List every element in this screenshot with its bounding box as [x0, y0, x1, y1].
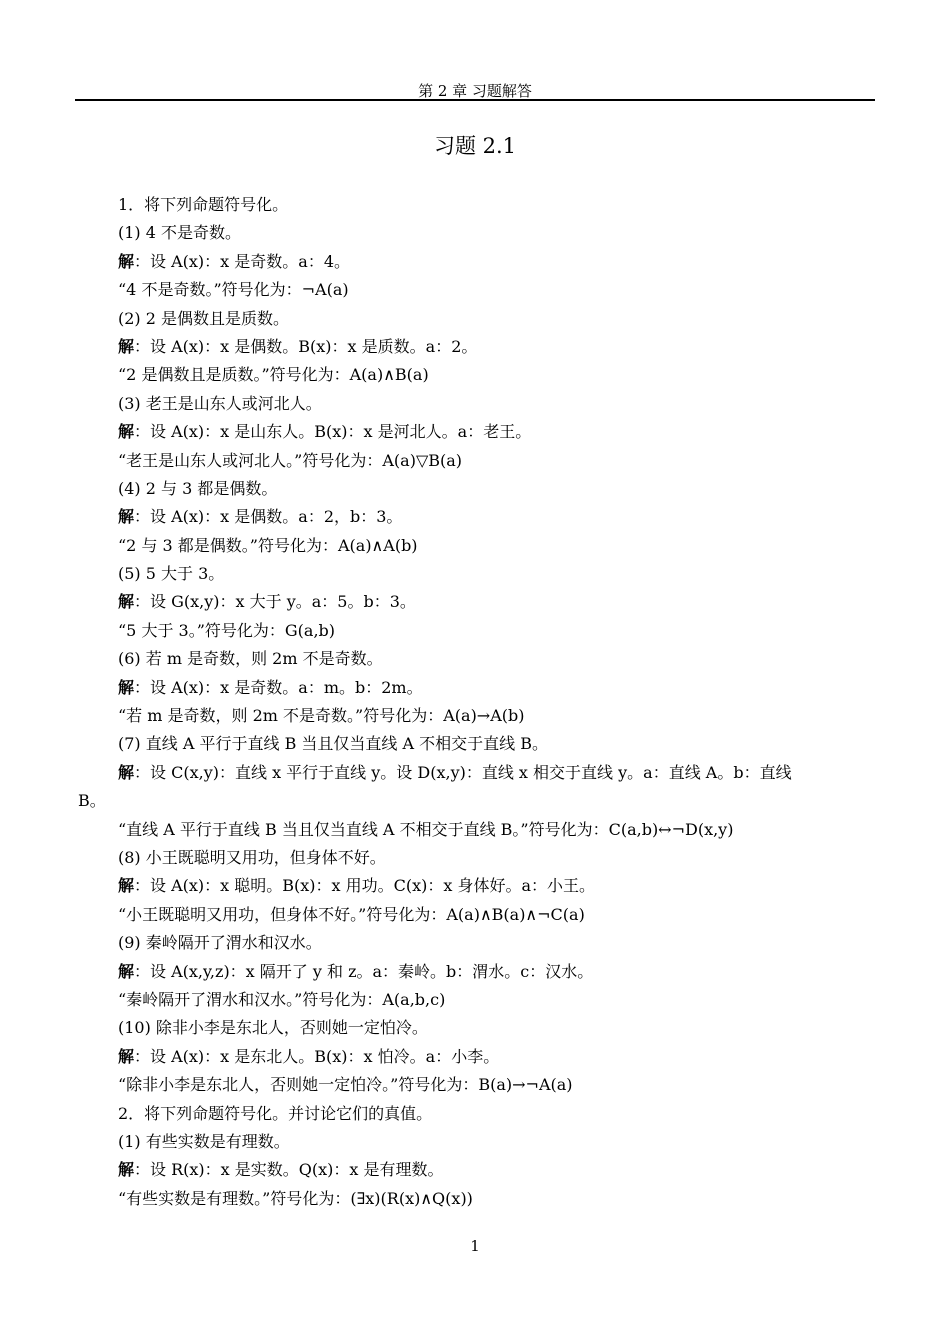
line-text: “老王是山东人或河北人。”符号化为：A(a)▽B(a): [118, 450, 463, 470]
solution-label: 解: [118, 251, 135, 271]
solution-label: 解: [118, 507, 135, 527]
text-line: [78, 333, 878, 361]
line-text: (8) 小王既聪明又用功，但身体不好。: [118, 847, 386, 867]
text-line: [78, 447, 878, 475]
solution-label: 解: [118, 876, 135, 896]
line-text: ：设 A(x)：x 是偶数。B(x)：x 是质数。a：2。: [134, 336, 478, 356]
text-line: [78, 1100, 878, 1128]
text-line: [78, 872, 878, 900]
line-text: (3) 老王是山东人或河北人。: [118, 393, 322, 413]
line-text: 1．将下列命题符号化。: [118, 195, 289, 214]
line-text: (5) 5 大于 3。: [118, 564, 225, 584]
line-text: ：设 G(x,y)：x 大于 y。a：5。b：3。: [134, 592, 416, 612]
text-line: [78, 1156, 878, 1184]
text-line: [78, 1014, 878, 1042]
running-header: 第 2 章 习题解答: [418, 82, 532, 100]
text-line: [78, 958, 878, 986]
line-text: (7) 直线 A 平行于直线 B 当且仅当直线 A 不相交于直线 B。: [118, 734, 548, 754]
line-text: “除非小李是东北人，否则她一定怕冷。”符号化为：B(a)→¬A(a): [118, 1075, 573, 1095]
line-text: ：设 A(x)：x 是山东人。B(x)：x 是河北人。a：老王。: [134, 422, 532, 442]
text-line: [78, 361, 878, 389]
page-number: 1: [470, 1237, 480, 1255]
text-line: [78, 730, 878, 758]
text-line: [78, 276, 878, 304]
text-line: [78, 702, 878, 730]
solution-label: 解: [118, 1046, 135, 1066]
text-line: [78, 532, 878, 560]
line-text: (1) 4 不是奇数。: [118, 223, 242, 243]
line-text: “秦岭隔开了渭水和汉水。”符号化为：A(a,b,c): [118, 989, 446, 1009]
text-line: [78, 844, 878, 872]
solution-label: 解: [118, 1160, 135, 1180]
solution-label: 解: [118, 422, 135, 442]
text-line: [78, 759, 878, 787]
line-text: ：设 A(x)：x 是东北人。B(x)：x 怕冷。a：小李。: [134, 1046, 500, 1066]
line-text: ：设 A(x)：x 是偶数。a：2，b：3。: [134, 507, 403, 527]
text-line: [78, 418, 878, 446]
line-text: ：设 A(x)：x 是奇数。a：4。: [134, 251, 350, 271]
solution-label: 解: [118, 961, 135, 981]
line-text: “有些实数是有理数。”符号化为：(∃x)(R(x)∧Q(x)): [118, 1188, 473, 1208]
text-line: [78, 248, 878, 276]
line-text: ：设 R(x)：x 是实数。Q(x)：x 是有理数。: [134, 1160, 444, 1180]
line-text: “直线 A 平行于直线 B 当且仅当直线 A 不相交于直线 B。”符号化为：C(a,b)↔¬D(x,y): [118, 819, 734, 839]
solution-label: 解: [118, 677, 135, 697]
text-line: [78, 503, 878, 531]
line-text: (9) 秦岭隔开了渭水和汉水。: [118, 933, 322, 953]
solution-label: 解: [118, 762, 135, 782]
text-line: [78, 1185, 878, 1213]
line-text: “2 是偶数且是质数。”符号化为：A(a)∧B(a): [118, 365, 429, 385]
text-line: [78, 588, 878, 616]
text-line: [78, 475, 878, 503]
text-line: [78, 617, 878, 645]
section-title: 习题 2.1: [433, 134, 517, 158]
text-line: [78, 191, 878, 219]
text-line: [78, 390, 878, 418]
line-text: ：设 C(x,y)：直线 x 平行于直线 y。设 D(x,y)：直线 x 相交于直线 y。a：直线 A。b：直线: [134, 762, 792, 782]
line-text: (10) 除非小李是东北人，否则她一定怕冷。: [118, 1018, 428, 1038]
text-line: [78, 1071, 878, 1099]
text-line: [78, 560, 878, 588]
text-line: [78, 929, 878, 957]
line-text: (6) 若 m 是奇数，则 2m 不是奇数。: [118, 649, 383, 669]
exercise-body: [78, 191, 878, 1213]
text-line: [78, 219, 878, 247]
line-text: ：设 A(x)：x 是奇数。a：m。b：2m。: [134, 677, 423, 697]
line-text: “若 m 是奇数，则 2m 不是奇数。”符号化为：A(a)→A(b): [118, 706, 525, 726]
text-line: [78, 986, 878, 1014]
text-line: [78, 305, 878, 333]
text-line: [78, 816, 878, 844]
line-text: (4) 2 与 3 都是偶数。: [118, 478, 278, 498]
text-line: [78, 674, 878, 702]
line-text: ：设 A(x,y,z)：x 隔开了 y 和 z。a：秦岭。b：渭水。c：汉水。: [134, 961, 594, 981]
line-text: (1) 有些实数是有理数。: [118, 1131, 290, 1151]
text-line: [78, 1043, 878, 1071]
text-line: [78, 901, 878, 929]
line-text: “5 大于 3。”符号化为：G(a,b): [118, 620, 336, 640]
text-line-continuation: B。: [78, 791, 106, 811]
line-text: “2 与 3 都是偶数。”符号化为：A(a)∧A(b): [118, 535, 418, 555]
line-text: “小王既聪明又用功，但身体不好。”符号化为：A(a)∧B(a)∧¬C(a): [118, 904, 585, 924]
text-line: [78, 1128, 878, 1156]
header-rule: [75, 99, 875, 101]
line-text: ：设 A(x)：x 聪明。B(x)：x 用功。C(x)：x 身体好。a：小王。: [134, 876, 596, 896]
text-line: [78, 645, 878, 673]
line-text: 2．将下列命题符号化。并讨论它们的真值。: [118, 1103, 433, 1123]
line-text: (2) 2 是偶数且是质数。: [118, 308, 290, 328]
solution-label: 解: [118, 336, 135, 356]
line-text: “4 不是奇数。”符号化为：¬A(a): [118, 280, 349, 300]
solution-label: 解: [118, 592, 135, 612]
